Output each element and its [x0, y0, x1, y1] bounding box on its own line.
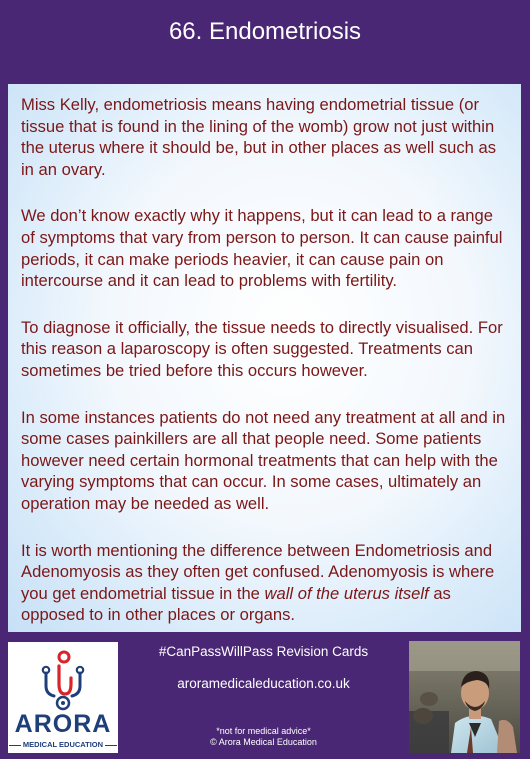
paragraph-adenomyosis: [21, 540, 507, 626]
author-photo-image: [409, 641, 520, 753]
content-panel: [8, 84, 521, 632]
medical-disclaimer: *not for medical advice*: [216, 726, 311, 736]
copyright: © Arora Medical Education: [210, 737, 317, 747]
adenomyosis-text-end: as opposed to in other places or organs.: [21, 583, 451, 625]
card-title: 66. Endometriosis: [168, 18, 362, 45]
disclaimer: [118, 726, 409, 748]
paragraph-treatment: In some instances patients do not need any treatment at all and in some cases painkillers are all that people need. Some patients however need certain hormonal treatments that can help with the varying symptoms that can occur. In some cases, ultimately an operation may be needed as well.: [21, 407, 506, 513]
website-link[interactable]: aroramedicaleducation.co.uk: [177, 676, 350, 691]
divider-left: [9, 745, 21, 746]
stethoscope-logo-icon: [38, 650, 88, 712]
arora-logo: [8, 642, 118, 753]
logo-subtitle: [8, 740, 118, 749]
paragraph-symptoms: We don’t know exactly why it happens, but it can lead to a range of symptoms that vary from person to person. It can cause painful periods, it can make periods heavier, it can cause pain on intercourse and it can lead to problems with fertility.: [21, 206, 503, 291]
logo-subtitle-text: MEDICAL EDUCATION: [22, 740, 104, 749]
logo-wordmark: ARORA: [14, 710, 112, 738]
paragraph-definition: Miss Kelly, endometriosis means having endometrial tissue (or tissue that is found in the lining of the womb) grow not just within the uterus where it should be, but in other places as well such as in an ovary.: [21, 95, 497, 179]
adenomyosis-emphasis: wall of the uterus itself: [264, 583, 429, 603]
adenomyosis-text-start: It is worth mentioning the difference between Endometriosis and Adenomyosis as they often get confused. Adenomyosis is where you get endometrial tissue in the: [21, 540, 495, 603]
hashtag-text: #CanPassWillPass Revision Cards: [158, 644, 369, 659]
paragraph-diagnosis: To diagnose it officially, the tissue needs to directly visualised. For this reason a laparoscopy is often suggested. Treatments can sometimes be tried before this occurs however.: [21, 317, 503, 380]
author-photo: [409, 641, 520, 753]
divider-right: [105, 745, 117, 746]
footer: [0, 632, 530, 759]
